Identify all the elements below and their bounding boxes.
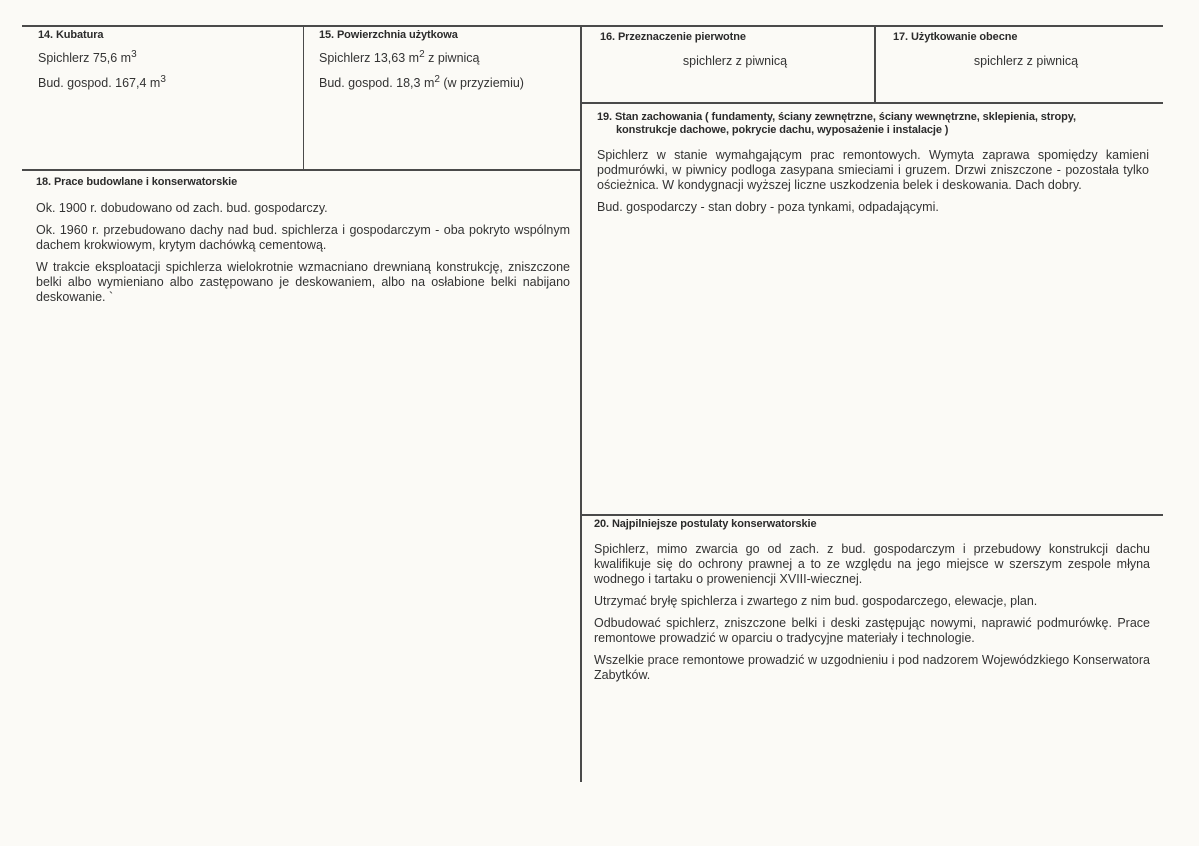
- section-14-kubatura: [38, 29, 298, 91]
- kubatura-spichlerz-exp: 3: [131, 49, 137, 60]
- kubatura-bud-gospod: [38, 76, 298, 91]
- powierzchnia-spichlerz: [319, 51, 577, 66]
- powierzchnia-spichlerz-text: Spichlerz 13,63 m: [319, 51, 420, 65]
- section-20-heading: 20. Najpilniejsze postulaty konserwatorskie: [594, 518, 817, 530]
- section-18-heading: 18. Prace budowlane i konserwatorskie: [36, 176, 238, 188]
- section-15-powierzchnia: [319, 29, 577, 91]
- postulaty-paragraph-4: Wszelkie prace remontowe prowadzić w uzgodnieniu i pod nadzorem Wojewódzkiego Konserwatora Zabytków.: [594, 653, 1150, 682]
- prace-paragraph-1: Ok. 1900 r. dobudowano od zach. bud. gospodarczy.: [36, 201, 328, 215]
- line-under-19: [581, 514, 1163, 516]
- section-19-heading-line-2: konstrukcje dachowe, pokrycie dachu, wyposażenie i instalacje ): [616, 124, 949, 136]
- powierzchnia-bud-gospod-suffix: (w przyziemiu): [439, 76, 524, 90]
- stan-paragraph-2: Bud. gospodarczy - stan dobry - poza tynkami, odpadającymi.: [597, 200, 939, 214]
- line-under-16-17: [581, 102, 1163, 104]
- section-20-postulaty: [594, 518, 1150, 683]
- section-15-heading: 15. Powierzchnia użytkowa: [319, 29, 458, 41]
- prace-paragraph-3: W trakcie eksploatacji spichlerza wielokrotnie wzmacniano drewnianą konstrukcję, zniszczone belki albo wymieniano albo zastępowano je deskowaniem, albo na osłabione belki nabijano deskowanie. `: [36, 260, 570, 304]
- kubatura-spichlerz: [38, 51, 298, 66]
- postulaty-paragraph-3: Odbudować spichlerz, zniszczone belki i deski zastępując nowymi, naprawić podmurówkę. Prace remontowe prowadzić w oparciu o tradycyjne materiały i technologie.: [594, 616, 1150, 645]
- stan-paragraph-1: Spichlerz w stanie wymahgającym prac remontowych. Wymyta zaprawa spomiędzy kamieni podmurówki, w piwnicy podloga zasypana smieciami i gruzem. Drzwi zniszczone - pozostała tylko ościeżnica. W kondygnacji wyższej liczne uszkodzenia belek i deskowania. Dach dobry.: [597, 148, 1149, 192]
- section-17-uzytkowanie: [893, 31, 1159, 69]
- kubatura-bud-gospod-exp: 3: [160, 74, 166, 85]
- section-16-przeznaczenie: [600, 31, 870, 69]
- postulaty-paragraph-2: Utrzymać bryłę spichlerza i zwartego z nim bud. gospodarczego, elewacje, plan.: [594, 594, 1038, 608]
- kubatura-spichlerz-text: Spichlerz 75,6 m: [38, 51, 132, 65]
- line-under-14-15: [22, 169, 581, 171]
- postulaty-paragraph-1: Spichlerz, mimo zwarcia go od zach. z bud. gospodarczym i przebudowy konstrukcji dachu kwalifikuje się do ochrony prawnej a to ze względu na jego miejsce w szerszym zespole młyna wodnego i tartaku o proweniencji XVIII-wiecznej.: [594, 542, 1150, 586]
- section-19-heading-line-1: 19. Stan zachowania ( fundamenty, ściany zewnętrzne, ściany wewnętrzne, sklepienia, stropy,: [597, 111, 1076, 123]
- powierzchnia-bud-gospod: [319, 76, 577, 91]
- uzytkowanie-value: spichlerz z piwnicą: [973, 54, 1079, 68]
- divider-14-15: [303, 25, 304, 170]
- section-16-heading: 16. Przeznaczenie pierwotne: [600, 31, 746, 43]
- section-17-heading: 17. Użytkowanie obecne: [893, 31, 1018, 43]
- powierzchnia-bud-gospod-text: Bud. gospod. 18,3 m: [319, 76, 435, 90]
- powierzchnia-spichlerz-exp: 2: [419, 49, 425, 60]
- prace-paragraph-2: Ok. 1960 r. przebudowano dachy nad bud. spichlerza i gospodarczym - oba pokryto wspólnym dachem krokwiowym, krytym dachówką cementową.: [36, 223, 570, 252]
- przeznaczenie-value: spichlerz z piwnicą: [682, 54, 788, 68]
- top-border-line: [22, 25, 1163, 27]
- powierzchnia-bud-gospod-exp: 2: [434, 74, 440, 85]
- section-18-prace: [36, 176, 570, 305]
- section-14-heading: 14. Kubatura: [38, 29, 104, 41]
- section-19-stan-zachowania: [597, 111, 1149, 215]
- divider-16-17: [874, 25, 876, 102]
- powierzchnia-spichlerz-suffix: z piwnicą: [424, 51, 480, 65]
- kubatura-bud-gospod-text: Bud. gospod. 167,4 m: [38, 76, 161, 90]
- center-divider: [580, 25, 582, 782]
